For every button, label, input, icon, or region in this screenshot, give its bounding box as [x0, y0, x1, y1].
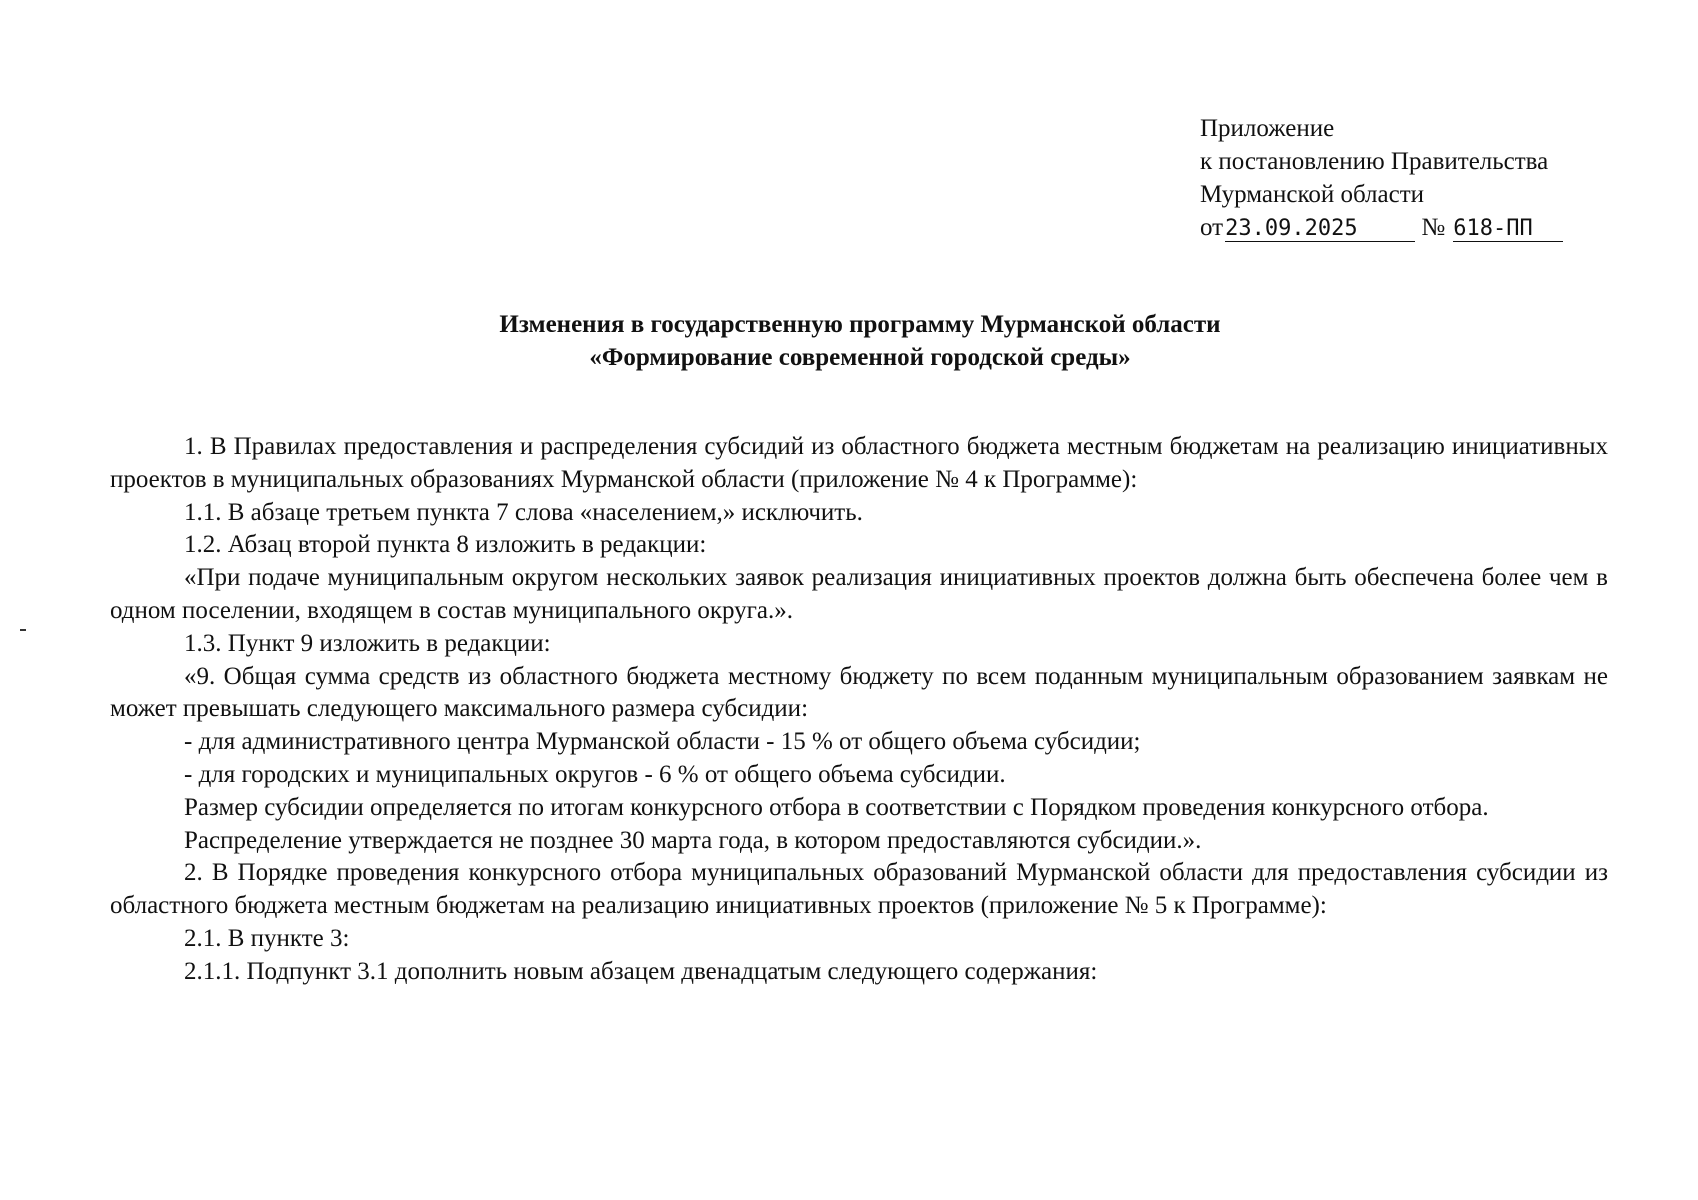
document-title — [110, 308, 1610, 374]
paragraph-1-3: 1.3. Пункт 9 изложить в редакции: — [184, 629, 551, 657]
paragraph-1-3-quote: «9. Общая сумма средств из областного бюджета местному бюджету по всем поданным муниципальным образованием заявкам не может превышать следующего максимального размера субсидии: — [110, 662, 1608, 723]
title-line-2: «Формирование современной городской среды» — [589, 344, 1131, 371]
appendix-label: Приложение — [1200, 115, 1335, 142]
paragraph-2-1: 2.1. В пункте 3: — [184, 924, 350, 952]
document-body — [110, 431, 1608, 989]
appendix-resolution-line: к постановлению Правительства — [1200, 148, 1549, 175]
paragraph-1-2: 1.2. Абзац второй пункта 8 изложить в редакции: — [184, 531, 707, 559]
paragraph-2: 2. В Порядке проведения конкурсного отбора муниципальных образований Мурманской области для предоставления субсидии из областного бюджета местным бюджетам на реализацию инициативных проектов (приложение № 5 к Программе): — [110, 859, 1608, 920]
appendix-region-line: Мурманской области — [1200, 181, 1425, 208]
date-prefix: от — [1200, 214, 1224, 241]
appendix-header — [1200, 112, 1563, 244]
paragraph-list-item-1: - для административного центра Мурманской области - 15 % от общего объема субсидии; — [184, 728, 1141, 756]
paragraph-1-2-quote: «При подаче муниципальным округом нескольких заявок реализация инициативных проектов должна быть обеспечена более чем в одном поселении, входящем в состав муниципального округа.». — [110, 564, 1608, 624]
title-line-1: Изменения в государственную программу Мурманской области — [499, 311, 1221, 338]
paragraph-1-1: 1.1. В абзаце третьем пункта 7 слова «населением,» исключить. — [184, 498, 863, 526]
appendix-date-number-line — [1200, 211, 1563, 244]
paragraph-2-1-1: 2.1.1. Подпункт 3.1 дополнить новым абзацем двенадцатым следующего содержания: — [184, 957, 1098, 985]
paragraph-subsidy-size: Размер субсидии определяется по итогам конкурсного отбора в соответствии с Порядком проведения конкурсного отбора. — [184, 793, 1489, 821]
resolution-date: 23.09.2025 — [1225, 217, 1415, 242]
paragraph-list-item-2: - для городских и муниципальных округов - 6 % от общего объема субсидии. — [184, 760, 1006, 788]
paragraph-1: 1. В Правилах предоставления и распределения субсидий из областного бюджета местным бюджетам на реализацию инициативных проектов в муниципальных образованиях Мурманской области (приложение № 4 к Программе): — [110, 433, 1608, 493]
number-sign: № — [1421, 214, 1446, 241]
resolution-number: 618-ПП — [1453, 217, 1563, 242]
scan-margin-mark — [20, 629, 26, 631]
paragraph-distribution: Распределение утверждается не позднее 30 марта года, в котором предоставляются субсидии.». — [184, 826, 1202, 854]
